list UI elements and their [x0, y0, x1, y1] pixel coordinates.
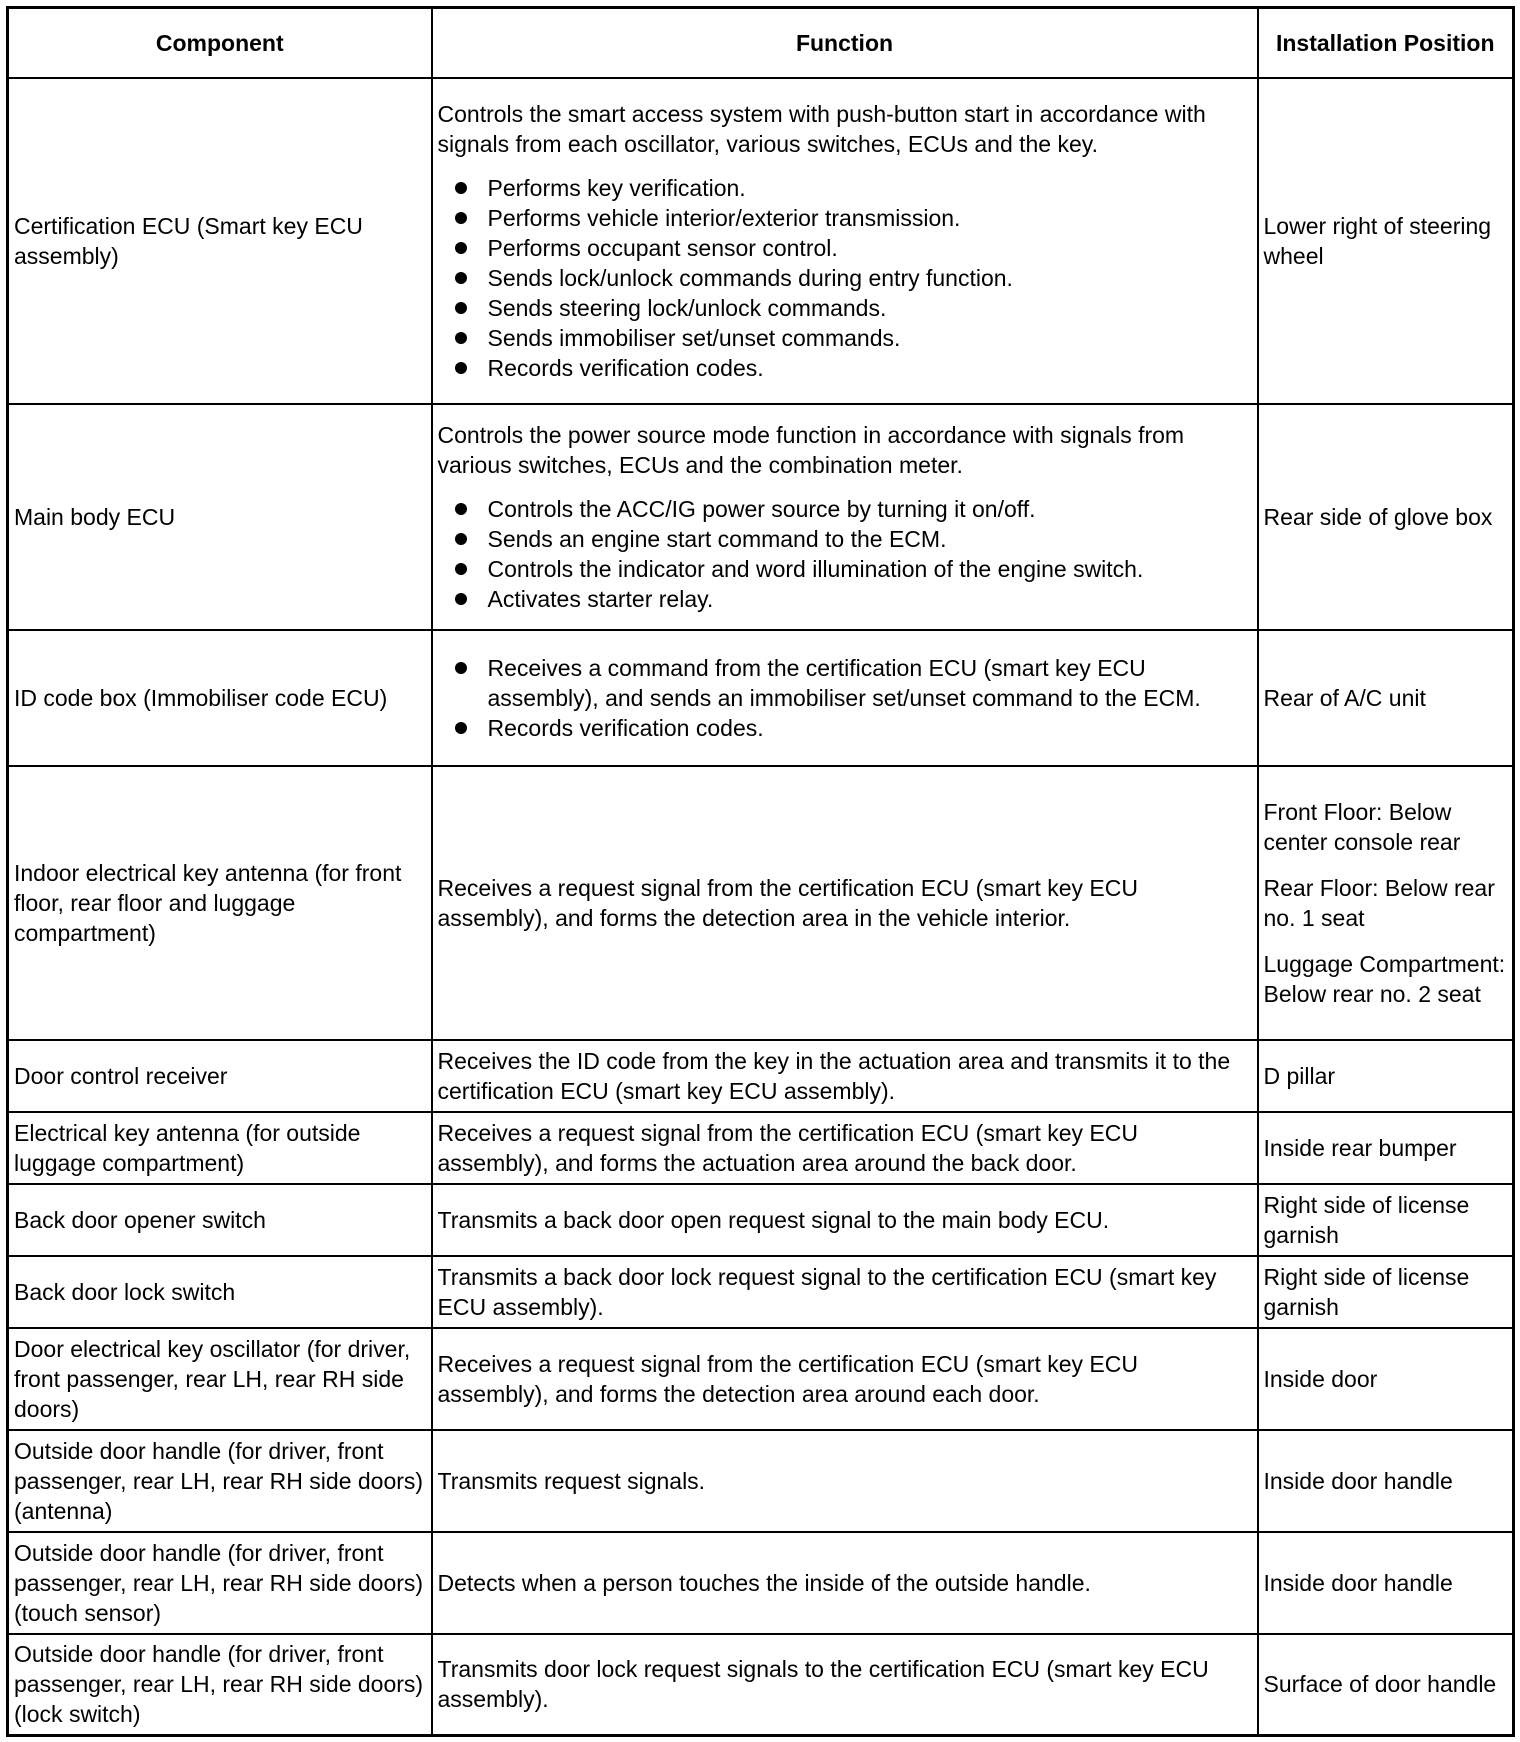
component-cell: Back door lock switch — [8, 1256, 432, 1328]
bullet-icon — [455, 332, 467, 344]
table-row — [8, 78, 1514, 404]
bullet-item: Performs occupant sensor control. — [438, 233, 1252, 263]
bullet-icon — [455, 722, 467, 734]
bullet-item: Sends immobiliser set/unset commands. — [438, 323, 1252, 353]
table-row — [8, 404, 1514, 630]
table-row — [8, 1328, 1514, 1430]
position-cell: Inside door handle — [1258, 1532, 1514, 1634]
function-text: Receives a request signal from the certification ECU (smart key ECU assembly), and forms the detection area in the vehicle interior. — [437, 874, 1138, 931]
function-cell — [432, 630, 1258, 766]
function-text: Receives the ID code from the key in the actuation area and transmits it to the certification ECU (smart key ECU assembly). — [437, 1047, 1231, 1104]
bullet-icon — [455, 362, 467, 374]
bullet-icon — [455, 242, 467, 254]
position-cell: Surface of door handle — [1258, 1634, 1514, 1736]
function-bullets — [438, 494, 1252, 614]
header-function: Function — [432, 8, 1258, 78]
function-text: Transmits a back door lock request signal to the certification ECU (smart key ECU assembly). — [437, 1263, 1217, 1320]
function-text: Controls the smart access system with push-button start in accordance with signals from each oscillator, various switches, ECUs and the key. — [437, 100, 1206, 157]
position-cell: D pillar — [1258, 1040, 1514, 1112]
function-cell — [432, 78, 1258, 404]
bullet-icon — [455, 533, 467, 545]
bullet-icon — [455, 563, 467, 575]
function-cell — [432, 1256, 1258, 1328]
bullet-icon — [455, 272, 467, 284]
bullet-item: Activates starter relay. — [438, 584, 1252, 614]
function-text: Detects when a person touches the inside of the outside handle. — [437, 1569, 1091, 1596]
component-cell: Outside door handle (for driver, front passenger, rear LH, rear RH side doors) (lock switch) — [8, 1634, 432, 1736]
header-component: Component — [8, 8, 432, 78]
function-cell — [432, 1040, 1258, 1112]
table-row — [8, 1430, 1514, 1532]
bullet-item: Sends lock/unlock commands during entry function. — [438, 263, 1252, 293]
bullet-icon — [455, 302, 467, 314]
bullet-item: Controls the ACC/IG power source by turning it on/off. — [438, 494, 1252, 524]
table-row — [8, 630, 1514, 766]
position-cell: Right side of license garnish — [1258, 1256, 1514, 1328]
bullet-item: Records verification codes. — [438, 353, 1252, 383]
component-cell: Door control receiver — [8, 1040, 432, 1112]
component-cell: ID code box (Immobiliser code ECU) — [8, 630, 432, 766]
table-row — [8, 1184, 1514, 1256]
function-cell — [432, 1328, 1258, 1430]
position-cell: Rear of A/C unit — [1258, 630, 1514, 766]
bullet-item: Controls the indicator and word illumination of the engine switch. — [438, 554, 1252, 584]
bullet-icon — [455, 662, 467, 674]
component-function-table — [6, 6, 1515, 1737]
component-cell: Door electrical key oscillator (for driver, front passenger, rear LH, rear RH side doors) — [8, 1328, 432, 1430]
table-row — [8, 1634, 1514, 1736]
position-cell: Lower right of steering wheel — [1258, 78, 1514, 404]
component-cell: Indoor electrical key antenna (for front floor, rear floor and luggage compartment) — [8, 766, 432, 1040]
header-installation-position: Installation Position — [1258, 8, 1514, 78]
function-text: Receives a request signal from the certification ECU (smart key ECU assembly), and forms the actuation area around the back door. — [437, 1119, 1138, 1176]
position-cell — [1258, 766, 1514, 1040]
bullet-item: Records verification codes. — [438, 713, 1252, 743]
function-cell — [432, 766, 1258, 1040]
function-bullets — [438, 653, 1252, 743]
bullet-icon — [455, 593, 467, 605]
component-cell: Electrical key antenna (for outside luggage compartment) — [8, 1112, 432, 1184]
component-cell: Certification ECU (Smart key ECU assembly) — [8, 78, 432, 404]
function-cell — [432, 1634, 1258, 1736]
bullet-icon — [455, 212, 467, 224]
position-cell: Inside door handle — [1258, 1430, 1514, 1532]
table-row — [8, 1256, 1514, 1328]
component-cell: Back door opener switch — [8, 1184, 432, 1256]
bullet-item: Performs vehicle interior/exterior transmission. — [438, 203, 1252, 233]
position-line: Rear Floor: Below rear no. 1 seat — [1263, 874, 1495, 931]
function-text: Transmits a back door open request signal to the main body ECU. — [437, 1206, 1110, 1233]
function-cell — [432, 1532, 1258, 1634]
function-text: Transmits door lock request signals to the certification ECU (smart key ECU assembly). — [437, 1656, 1209, 1713]
position-cell: Rear side of glove box — [1258, 404, 1514, 630]
header-row — [8, 8, 1514, 78]
function-cell — [432, 1112, 1258, 1184]
position-line: Front Floor: Below center console rear — [1263, 798, 1461, 855]
component-cell: Outside door handle (for driver, front passenger, rear LH, rear RH side doors) (touch sensor) — [8, 1532, 432, 1634]
position-cell: Right side of license garnish — [1258, 1184, 1514, 1256]
position-cell: Inside door — [1258, 1328, 1514, 1430]
function-text: Transmits request signals. — [437, 1467, 706, 1494]
component-cell: Outside door handle (for driver, front passenger, rear LH, rear RH side doors) (antenna) — [8, 1430, 432, 1532]
position-line: Luggage Compartment: Below rear no. 2 seat — [1263, 950, 1506, 1007]
table-row — [8, 1040, 1514, 1112]
bullet-item: Performs key verification. — [438, 173, 1252, 203]
bullet-item: Sends steering lock/unlock commands. — [438, 293, 1252, 323]
bullet-item: Receives a command from the certification ECU (smart key ECU assembly), and sends an immobiliser set/unset command to the ECM. — [438, 653, 1252, 713]
table-row — [8, 1112, 1514, 1184]
table-row — [8, 1532, 1514, 1634]
function-cell — [432, 404, 1258, 630]
function-bullets — [438, 173, 1252, 383]
table-row — [8, 766, 1514, 1040]
bullet-icon — [455, 182, 467, 194]
function-cell — [432, 1430, 1258, 1532]
function-text: Controls the power source mode function in accordance with signals from various switches, ECUs and the combination meter. — [437, 421, 1185, 478]
function-text: Receives a request signal from the certification ECU (smart key ECU assembly), and forms the detection area around each door. — [437, 1350, 1138, 1407]
component-cell: Main body ECU — [8, 404, 432, 630]
bullet-icon — [455, 503, 467, 515]
bullet-item: Sends an engine start command to the ECM. — [438, 524, 1252, 554]
position-cell: Inside rear bumper — [1258, 1112, 1514, 1184]
function-cell — [432, 1184, 1258, 1256]
